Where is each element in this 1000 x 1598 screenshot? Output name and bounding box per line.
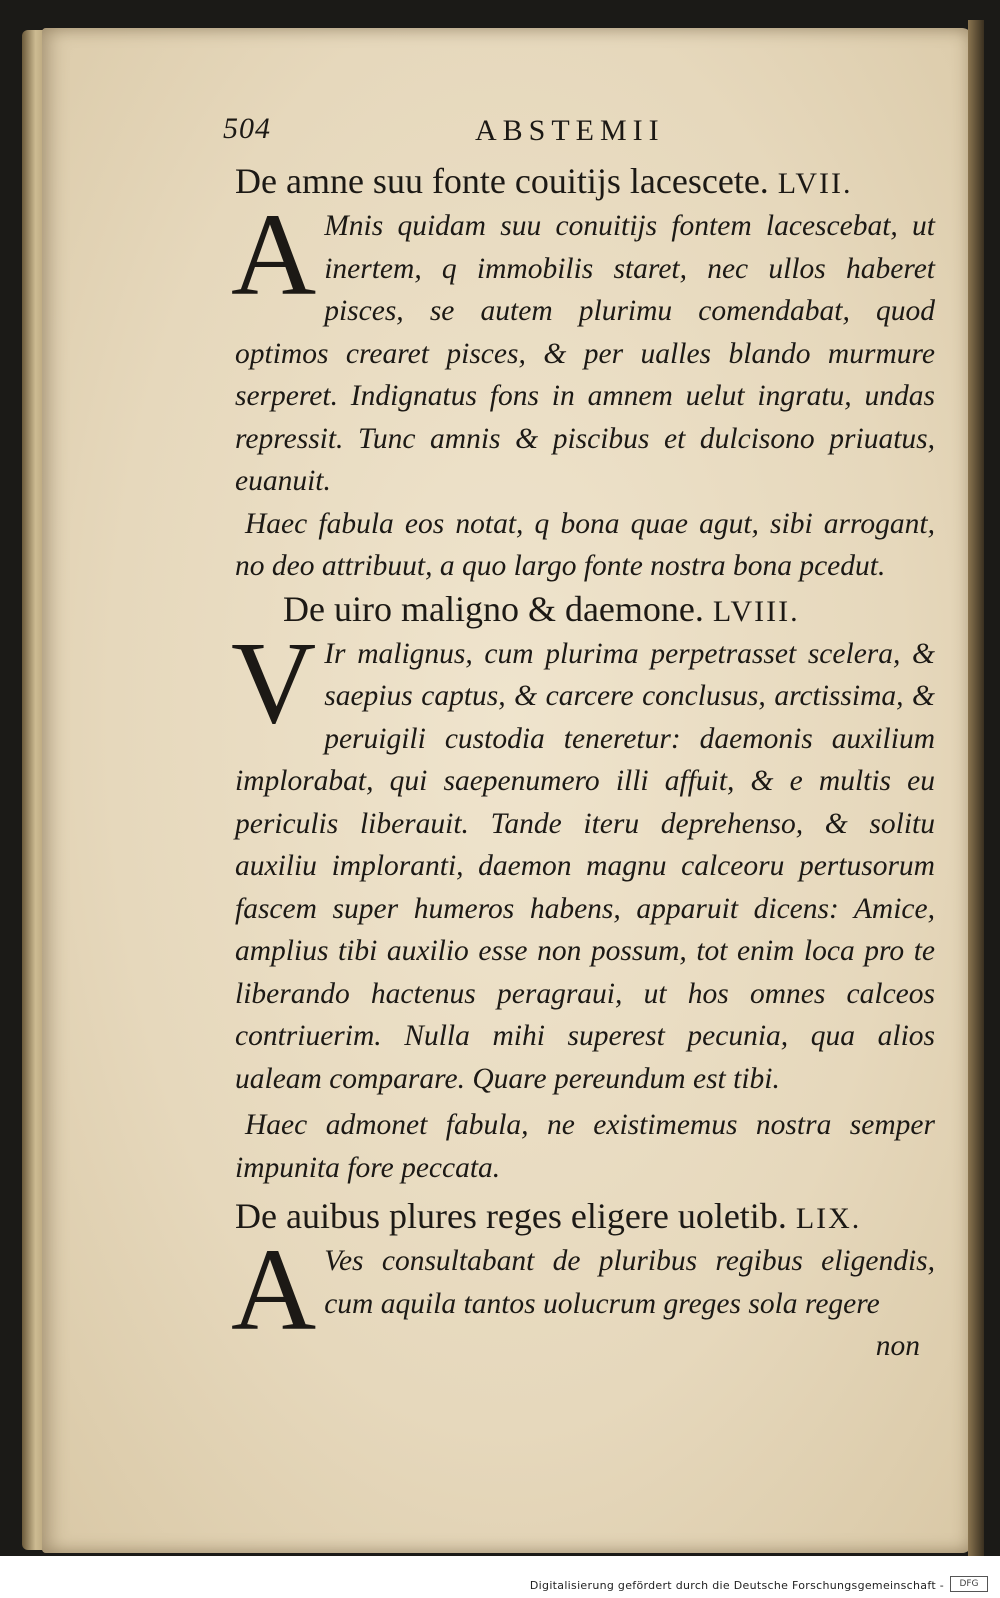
fable-59-number: LIX. — [795, 1202, 862, 1235]
fable-57-moral: Haec fabula eos notat, q bona quae agut, sibi arrogant, no deo attribuut, a quo largo fonte nostra bona pcedut. — [235, 507, 935, 582]
fable-57-body: Mnis quidam suu conuitijs fontem lacescebat, ut inertem, q immobilis staret, nec ullos haberet pisces, se autem plurimu comendabat, quod optimos crearet pisces, & per ualles blando murmure serperet. Indignatus fons in amnem uelut ingratu, undas repressit. Tunc amnis & piscibus et dulcisono priuatus, euanuit. — [235, 210, 935, 497]
dfg-logo: DFG — [950, 1576, 988, 1592]
fable-57-number: LVII. — [777, 167, 853, 200]
book-binding-edge — [968, 20, 984, 1560]
running-head — [223, 112, 935, 160]
fable-59-title: De auibus plures reges eligere uoletib. — [235, 1196, 787, 1236]
running-title: ABSTEMII — [475, 114, 665, 147]
fable-58-moral: Haec admonet fabula, ne existimemus nostra semper impunita fore peccata. — [235, 1109, 935, 1184]
fable-57-title: De amne suu fonte couitijs lacescete. — [235, 161, 769, 201]
fable-57-heading — [235, 160, 935, 205]
fable-57-text — [231, 189, 935, 503]
fable-58-heading — [235, 588, 935, 633]
fable-59-body: Ves consultabant de pluribus regibus eligendis, cum aquila tantos uolucrum greges sola regere — [324, 1245, 935, 1320]
fable-58-dropcap: V — [231, 616, 317, 748]
fable-58-number: LVIII. — [712, 594, 800, 628]
catchword: non — [875, 1330, 920, 1362]
fable-58-title: De uiro maligno & daemone. — [283, 588, 704, 629]
fable-58-text — [231, 616, 935, 1101]
fable-58-body: Ir malignus, cum plurima perpetrasset scelera, & saepius captus, & carcere conclusus, arctissima, & peruigili custodia teneretur: daemonis auxilium implorabat, qui saepenumero illi affuit, & e multis eu periculis liberauit. Tande iteru deprehenso, & solitu auxiliu imploranti, daemon magnu calceoru pertusorum fascem super humeros habens, apparuit dicens: Amice, amplius tibi auxilio esse non possum, tot enim loca pro te liberando hactenus peragraui, ut hos omnes calceos contriuerim. Nulla mihi superest pecunia, qua alios ualeam comparare. Quare pereundum est tibi. — [235, 637, 935, 1095]
fable-59-heading — [235, 1195, 935, 1240]
funding-credit: Digitalisierung gefördert durch die Deutsche Forschungsgemeinschaft - — [529, 1579, 944, 1592]
fable-59-dropcap: A — [231, 1224, 317, 1355]
fable-57-dropcap: A — [231, 189, 317, 320]
page-content — [223, 112, 935, 1367]
footer-bar — [0, 1556, 1000, 1598]
page-number: 504 — [223, 112, 271, 145]
